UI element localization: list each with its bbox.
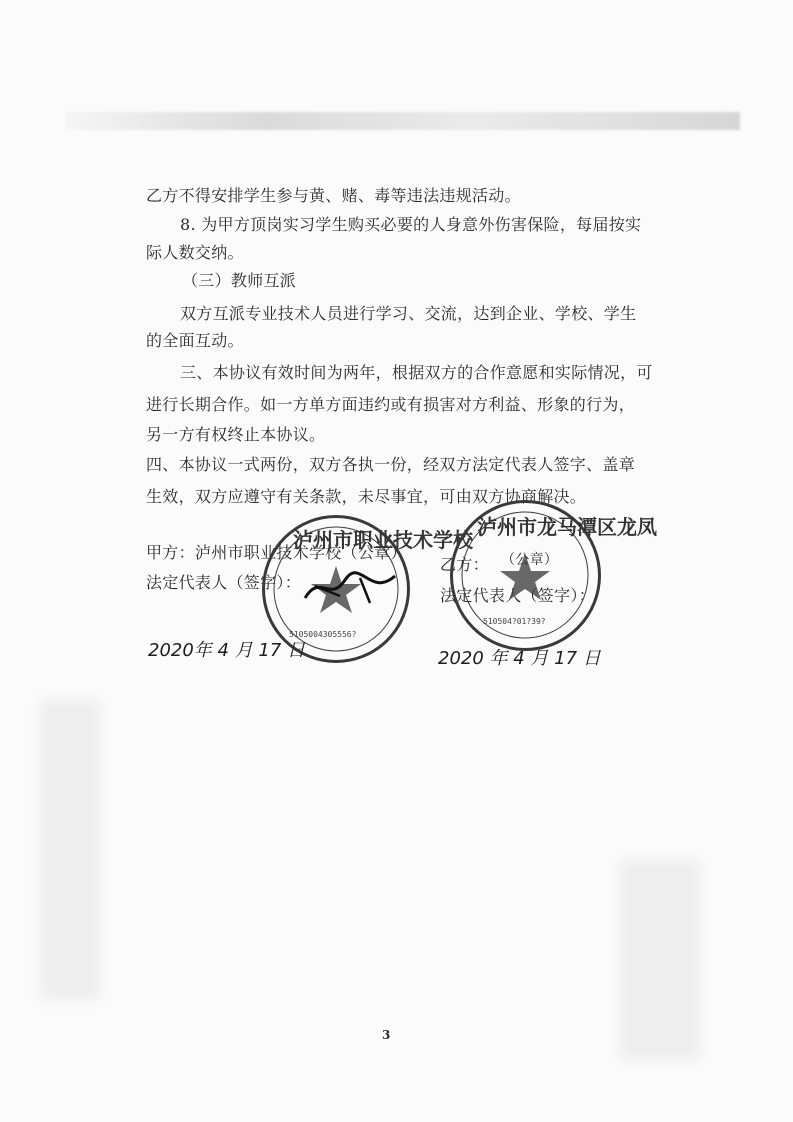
body-line-3: 际人数交纳。	[146, 243, 244, 262]
party-b-seal	[450, 500, 657, 651]
body-line-10: 生效，双方应遵守有关条款，未尽事宜，可由双方协商解决。	[146, 487, 587, 506]
party-b-date: 2020 年 4 月 17 日	[438, 648, 601, 669]
party-b-rep: 法定代表人（签字）：	[440, 586, 596, 605]
body-line-9: 四、本协议一式两份，双方各执一份，经双方法定代表人签字、盖章	[146, 455, 636, 474]
party-b-label: 乙方：	[440, 555, 489, 574]
party-a-signature	[300, 568, 400, 608]
party-b-seal-number: 510504?01?39?	[483, 617, 546, 626]
body-line-5: 的全面互动。	[146, 331, 244, 350]
scan-smudge	[620, 860, 700, 1060]
body-line-4: 双方互派专业技术人员进行学习、交流，达到企业、学校、学生	[180, 304, 637, 323]
party-b-seal-text: 泸州市龙马潭区龙凤	[477, 515, 657, 539]
party-a-rep: 法定代表人（签字）：	[146, 573, 302, 592]
party-a-date: 2020年 4 月 17 日	[148, 640, 306, 661]
section-heading: （三）教师互派	[182, 271, 297, 290]
body-line-8: 另一方有权终止本协议。	[146, 425, 326, 444]
party-a-seal-text: 泸州市职业技术学校	[293, 528, 473, 552]
party-b-seal-caption: （公章）	[501, 552, 559, 568]
scan-artifact-band	[65, 112, 740, 130]
body-line-6: 三、本协议有效时间为两年，根据双方的合作意愿和实际情况，可	[180, 363, 653, 382]
body-line-7: 进行长期合作。如一方单方面违约或有损害对方利益、形象的行为，	[146, 395, 636, 414]
scan-smudge	[40, 700, 100, 1000]
body-line-1: 乙方不得安排学生参与黄、赌、毒等违法违规活动。	[146, 186, 521, 205]
party-a-label: 甲方：泸州市职业技术学校（公章）	[146, 543, 407, 562]
page-number: 3	[382, 1028, 391, 1042]
party-a-seal-number: 5105004305556?	[289, 630, 357, 639]
body-line-2: 8. 为甲方顶岗实习学生购买必要的人身意外伤害保险，每届按实	[180, 215, 642, 234]
